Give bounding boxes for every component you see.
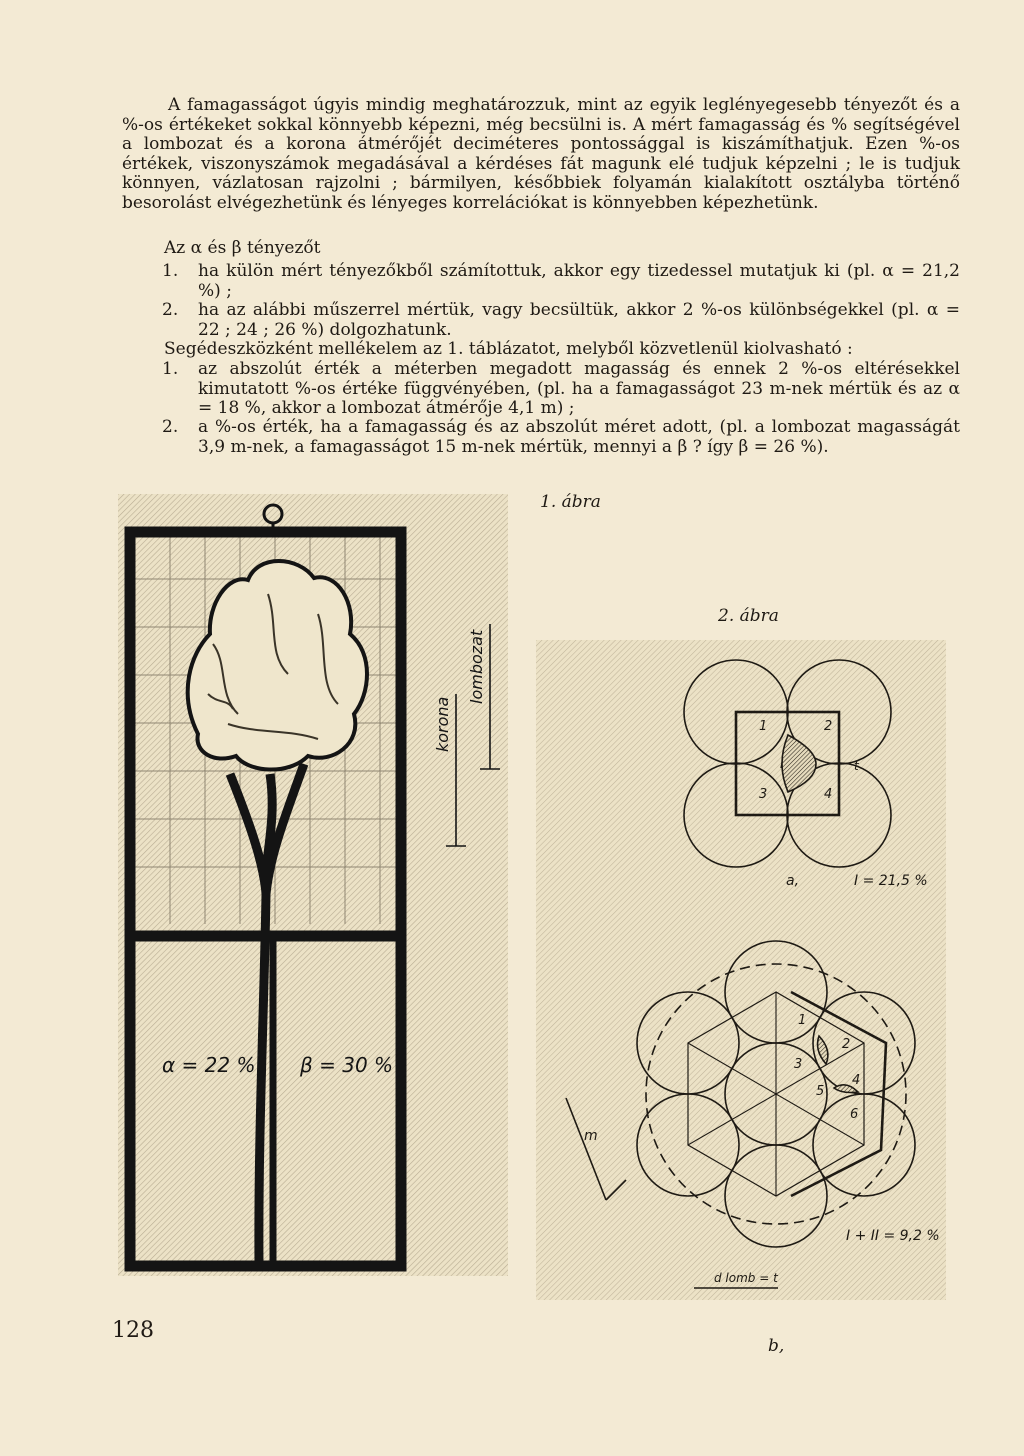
diagram-b-value: I + II = 9,2 %	[846, 1228, 940, 1244]
cell-label-2: 2	[824, 719, 833, 734]
list-number: 2.	[162, 300, 179, 320]
page-number: 128	[112, 1318, 154, 1343]
list-text: a %-os érték, ha a famagasság és az abszolút méret adott, (pl. a lombozat magasságát 3,9 m-nek, a famagasságot 15 m-nek mértük, mennyi a β ? így β = 26 %).	[198, 417, 960, 457]
korona-label: korona	[433, 696, 452, 752]
list-text: ha az alábbi műszerrel mértük, vagy becsültük, akkor 2 %-os különbségekkel (pl. α = 22 ; 24 ; 26 %) dolgozhatunk.	[198, 300, 960, 340]
list1-item-1	[162, 262, 960, 301]
region-label-I: I	[780, 757, 784, 771]
heading-tools: Segédeszközként mellékelem az 1. táblázatot, melyből közvetlenül kiolvasható :	[164, 339, 853, 359]
list-text: az abszolút érték a méterben megadott magasság és ennek 2 %-os eltérésekkel kimutatott %-os értéke függvényében, (pl. ha a famagasságot 23 m-nek mértük és az α = 18 %, akkor a lombozat átmérője 4,1 m) ;	[198, 359, 960, 418]
list1-item-2	[162, 301, 960, 340]
t-label: t	[854, 759, 859, 773]
cell-label-4: 4	[824, 787, 833, 802]
cell-label-2b: 2	[842, 1037, 851, 1052]
cell-label-5b: 5	[816, 1084, 825, 1099]
diagram-b-label: b,	[768, 1336, 785, 1356]
hatched-background	[536, 640, 946, 1300]
list2-item-2	[162, 418, 960, 457]
list-number: 2.	[162, 417, 179, 437]
cell-label-3: 3	[759, 787, 768, 802]
figure2-circle-packing	[536, 640, 946, 1300]
list2-item-1	[162, 360, 960, 419]
cell-label-3b: 3	[794, 1057, 803, 1072]
lombozat-label: lombozat	[467, 629, 486, 704]
list-number: 1.	[162, 261, 179, 281]
figure1-caption: 1. ábra	[540, 492, 601, 512]
cell-label-1: 1	[759, 719, 768, 734]
cell-label-1b: 1	[798, 1013, 807, 1028]
cell-label-6b: 6	[850, 1107, 859, 1122]
list-number: 1.	[162, 359, 179, 379]
figure1-tree-instrument	[118, 494, 508, 1276]
m-label: m	[584, 1128, 598, 1144]
diagram-a-label: a,	[786, 873, 800, 889]
intro-paragraph: A famagasságot úgyis mindig meghatározzuk, mint az egyik leglényegesebb tényezőt és a %-os értékeket sokkal könnyebb képezni, még becsülni is. A mért famagasság és % segítségével a lombozat és a korona átmérőjét deciméteres pontossággal is kiszámíthatjuk. Ezen %-os értékek, viszonyszámok megadásával a kérdéses fát magunk elé tudjuk képzelni ; le is tudjuk könnyen, vázlatosan rajzolni ; bármilyen, későbbiek folyamán kialakított osztályba történő besorolást elvégezhetünk és lényeges korrelációkat is könnyebben képezhetünk.	[122, 95, 960, 213]
heading-factors: Az α és β tényezőt	[164, 238, 321, 258]
beta-value: β = 30 %	[300, 1053, 394, 1077]
list-text: ha külön mért tényezőkből számítottuk, akkor egy tizedessel mutatjuk ki (pl. α = 21,2 %) ;	[198, 261, 960, 301]
figure2-caption: 2. ábra	[718, 606, 779, 626]
diagram-a-value: I = 21,5 %	[854, 873, 928, 889]
alpha-value: α = 22 %	[162, 1053, 256, 1077]
cell-label-4b: 4	[852, 1073, 861, 1088]
dimension-label: d lomb = t	[714, 1271, 778, 1285]
